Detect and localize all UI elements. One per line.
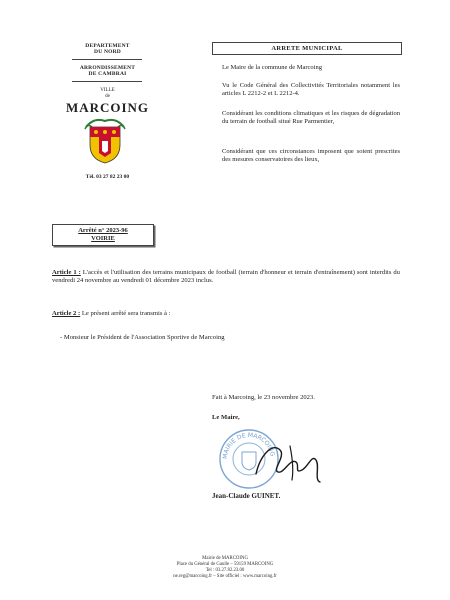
letterhead-divider <box>72 81 142 82</box>
recipient-item: - Monsieur le Président de l'Association Sportive de Marcoing <box>60 334 225 341</box>
footer-line-1: Mairie de MARCOING <box>202 556 248 561</box>
footer-line-2: Place du Général de Gaulle – 59159 MARCOING <box>176 562 274 567</box>
town-phone: Tél. 03 27 82 23 00 <box>85 174 130 180</box>
arrete-reference-box <box>52 224 154 246</box>
handwritten-signature-icon <box>250 436 330 486</box>
article-2-heading: Article 2 : <box>52 310 81 317</box>
mayor-name: Jean-Claude GUINET. <box>212 492 281 500</box>
arrondissement-line-2: DE CAMBRAI <box>88 71 127 77</box>
department-line-1: DEPARTEMENT <box>85 43 130 49</box>
town-name: MARCOING <box>65 100 150 115</box>
arrete-number: Arrêté n° 2023-96 <box>78 227 128 234</box>
article-1-heading: Article 1 : <box>52 269 81 276</box>
stamp-text: MAIRIE DE MARCOING <box>221 431 276 460</box>
document-title: ARRETE MUNICIPAL <box>212 42 402 55</box>
article-1 <box>52 269 400 285</box>
footer-line-4: ne.reg@marcoing.fr – Site officiel : www.marcoing.fr <box>173 574 277 579</box>
arrete-category: VOIRIE <box>91 235 115 242</box>
coat-of-arms-icon <box>82 117 128 165</box>
footer-line-3: Tel : 03.27.82.23.00 <box>205 568 245 573</box>
arrondissement-line-1: ARRONDISSEMENT <box>79 65 136 71</box>
de-label: de <box>105 94 110 99</box>
signatory-title: Le Maire, <box>212 414 240 421</box>
ville-label: VILLE <box>100 88 115 93</box>
legal-basis: Vu le Code Général des Collectivités Territoriales notamment les articles L 2212-2 et L 2212-4. <box>222 82 400 97</box>
department-line-2: DU NORD <box>94 49 121 55</box>
consideration-climate: Considérant les conditions climatiques et les risques de dégradation du terrain de football situé Rue Parmentier, <box>222 110 400 125</box>
article-2-text: Le présent arrêté sera transmis à : <box>80 310 171 317</box>
consideration-measures: Considérant que ces circonstances imposent que soient prescrites des mesures conservatoires des lieux, <box>222 148 400 163</box>
article-1-text: L'accès et l'utilisation des terrains municipaux de football (terrain d'honneur et terrain d'entraînement) sont interdits du vendredi 24 novembre au vendredi 01 décembre 2023 inclus. <box>52 269 400 284</box>
letterhead-divider <box>72 59 142 60</box>
mayor-intro: Le Maire de la commune de Marcoing <box>222 64 322 71</box>
article-2 <box>52 310 400 318</box>
place-and-date: Fait à Marcoing, le 23 novembre 2023. <box>212 394 315 401</box>
